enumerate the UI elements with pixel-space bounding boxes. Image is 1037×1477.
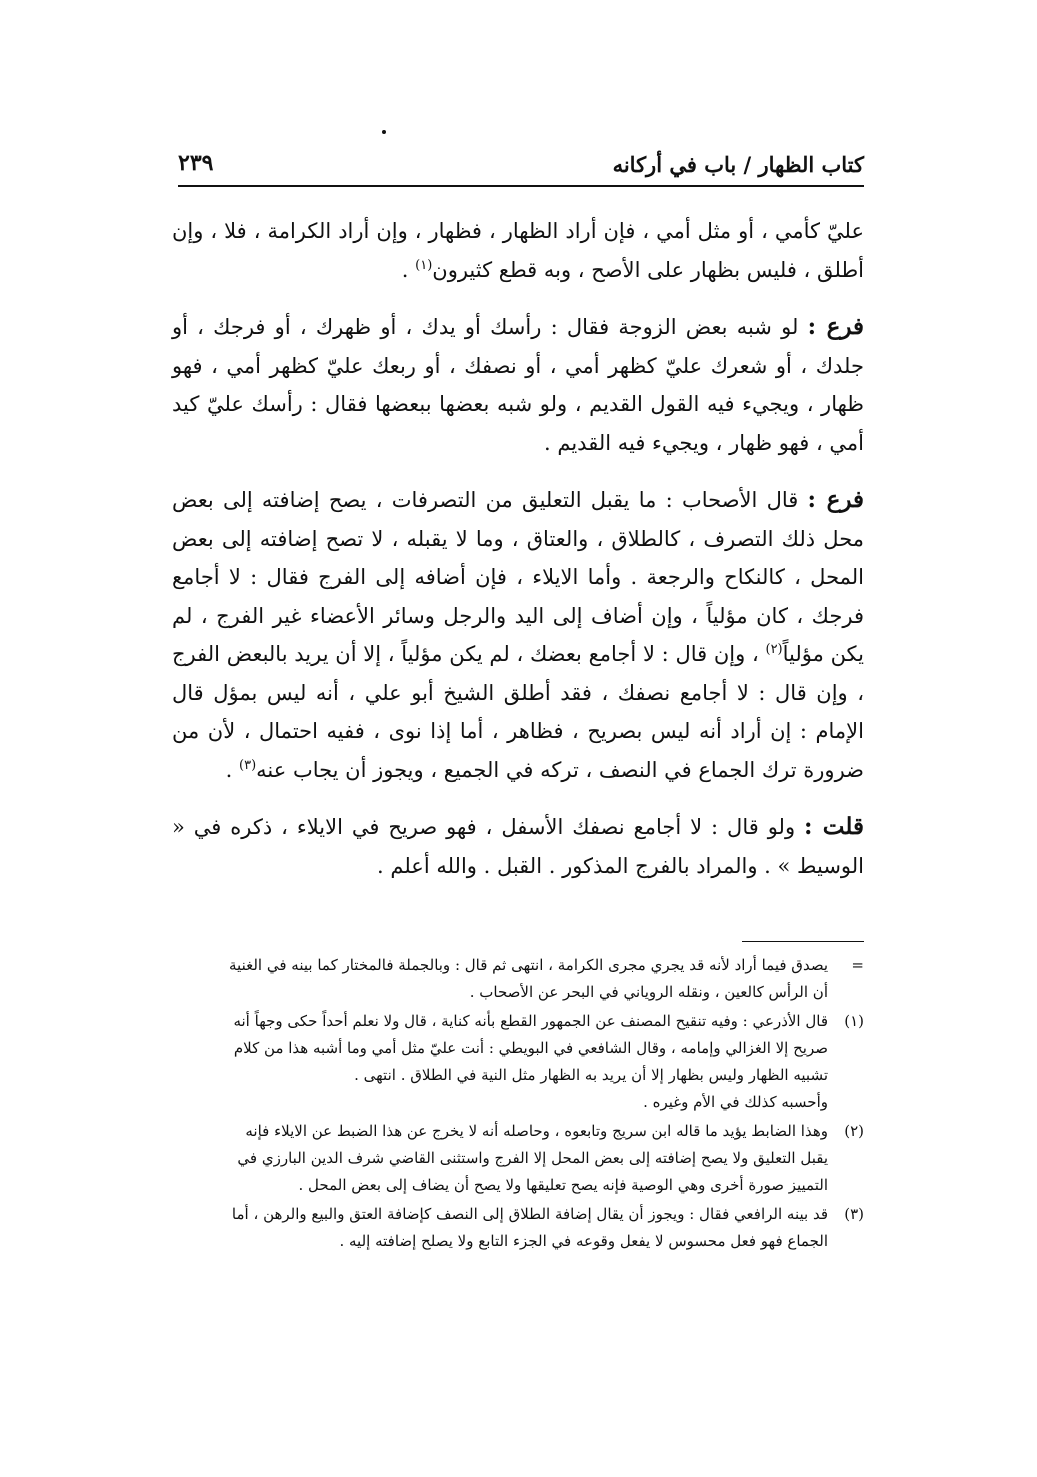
footnote-line: وأحسبه كذلك في الأم وغيره . [643, 1093, 828, 1111]
footnote-line: أن الرأس كالعين ، ونقله الروياني في البحر عن الأصحاب . [469, 983, 828, 1001]
page-number: ٢٣٩ [178, 150, 214, 176]
footnote-1 [172, 1008, 864, 1116]
running-header [178, 150, 864, 186]
footnote-line: يقبل التعليق ولا يصح إضافته إلى بعض المحل إلا الفرج واستثنى القاضي شرف الدين البارزي في [237, 1149, 828, 1167]
paragraph-2 [172, 308, 864, 462]
footnote-line: صريح إلا الغزالي وإمامه ، وقال الشافعي في البويطي : أنت عليّ مثل أمي وما أشبه هذا من كلام [233, 1039, 828, 1057]
footnote-line: وهذا الضابط يؤيد ما قاله ابن سريج وتابعوه ، وحاصله أنه لا يخرج عن هذا الضبط عن الايلاء فإنه [245, 1122, 828, 1140]
chapter-title: كتاب الظهار / باب في أركانه [612, 152, 864, 177]
header-rule [178, 185, 864, 187]
footnote-2-number: (٢) [844, 1122, 864, 1140]
paragraph-3-text-b: ، وإن قال : لا أجامع بعضك ، لم يكن مؤلياً ، إلا أن يريد بالبعض الفرج ، وإن قال : لا أجامع نصفك ، فقد أطلق الشيخ أبو علي ، أنه ليس بمؤل قال الإمام : إن أراد أنه ليس بصريح ، فظاهر ، أما إذا نوى ، ففيه احتمال ، لأن من ضرورة ترك الجماع في النصف ، تركه في الجميع ، ويجوز أن يجاب عنه [172, 642, 864, 782]
footnote-line: التمييز صورة أخرى وهي الوصية فإنه يصح تعليقها ولا يصح أن يضاف إلى بعض المحل . [298, 1176, 828, 1194]
paragraph-4-lead: قلت : [804, 813, 864, 840]
footnote-ref-1[interactable]: (١) [415, 257, 433, 273]
footnote-line: الجماع فهو فعل محسوس لا يفعل وقوعه في الجزء التابع ولا يصلح إضافته إليه . [339, 1232, 828, 1250]
footnote-ref-3[interactable]: (٣) [239, 757, 257, 773]
paragraph-1-text: عليّ كأمي ، أو مثل أمي ، فإن أراد الظهار ، فظهار ، وإن أراد الكرامة ، فلا ، وإن أطلق ، فليس بظهار على الأصح ، وبه قطع كثيرون [172, 219, 864, 282]
footnote-ref-2[interactable]: (٢) [765, 642, 783, 657]
footnote-3-number: (٣) [844, 1205, 864, 1223]
footnote-line: تشبيه الظهار وليس بظهار إلا أن يريد به الظهار مثل النية في الطلاق . انتهى . [354, 1066, 828, 1084]
stray-dot [382, 130, 386, 134]
footnote-1-number: (١) [844, 1012, 864, 1030]
paragraph-3-lead: فرع : [807, 486, 865, 513]
paragraph-3-tail: . [225, 757, 239, 782]
footnote-2 [172, 1118, 864, 1199]
paragraph-1-tail: . [401, 257, 416, 282]
paragraph-2-text: لو شبه بعض الزوجة فقال : رأسك أو يدك ، أو ظهرك ، أو فرجك ، أو جلدك ، أو شعرك عليّ كظهر أمي ، أو نصفك ، أو ربعك عليّ كظهر أمي ، فهو ظهار ، ويجيء فيه القول القديم ، ولو شبه بعضها ببعضها فقال : رأسك عليّ كيد أمي ، فهو ظهار ، ويجيء فيه القديم . [172, 315, 864, 455]
paragraph-3-text-a: قال الأصحاب : ما يقبل التعليق من التصرفات ، يصح إضافته إلى بعض محل ذلك التصرف ، كالطلاق ، والعتاق ، وما لا يقبله ، لا تصح إضافته إلى بعض المحل ، كالنكاح والرجعة . وأما الايلاء ، فإن أضافه إلى الفرج فقال : لا أجامع فرجك ، كان مؤلياً ، وإن أضاف إلى اليد والرجل وسائر الأعضاء غير الفرج ، لم يكن مؤلياً [172, 488, 865, 666]
paragraph-2-lead: فرع : [807, 313, 865, 340]
footnote-line: قد بينه الرافعي فقال : ويجوز أن يقال إضافة الطلاق إلى النصف كإضافة العتق والبيع والرهن ، أما [231, 1205, 828, 1223]
footnote-3 [172, 1201, 864, 1255]
footnote-continued-mark: = [851, 956, 864, 974]
footnote-line: يصدق فيما أراد لأنه قد يجري مجرى الكرامة ، انتهى ثم قال : وبالجملة فالمختار كما بينه في الغنية [229, 956, 828, 974]
footnote-continued [172, 952, 864, 1006]
paragraph-1 [172, 212, 864, 289]
footnote-line: قال الأذرعي : وفيه تنقيح المصنف عن الجمهور القطع بأنه كناية ، قال ولا نعلم أحداً حكى وجهاً أنه [233, 1012, 828, 1030]
main-text [172, 212, 864, 904]
paragraph-4-text: ولو قال : لا أجامع نصفك الأسفل ، فهو صريح في الايلاء ، ذكره في « الوسيط » . والمراد بالفرج المذكور . القبل . والله أعلم . [172, 815, 864, 878]
footnotes [172, 952, 864, 1257]
paragraph-4 [172, 808, 864, 885]
paragraph-3 [172, 481, 864, 789]
footnote-separator [742, 941, 864, 942]
